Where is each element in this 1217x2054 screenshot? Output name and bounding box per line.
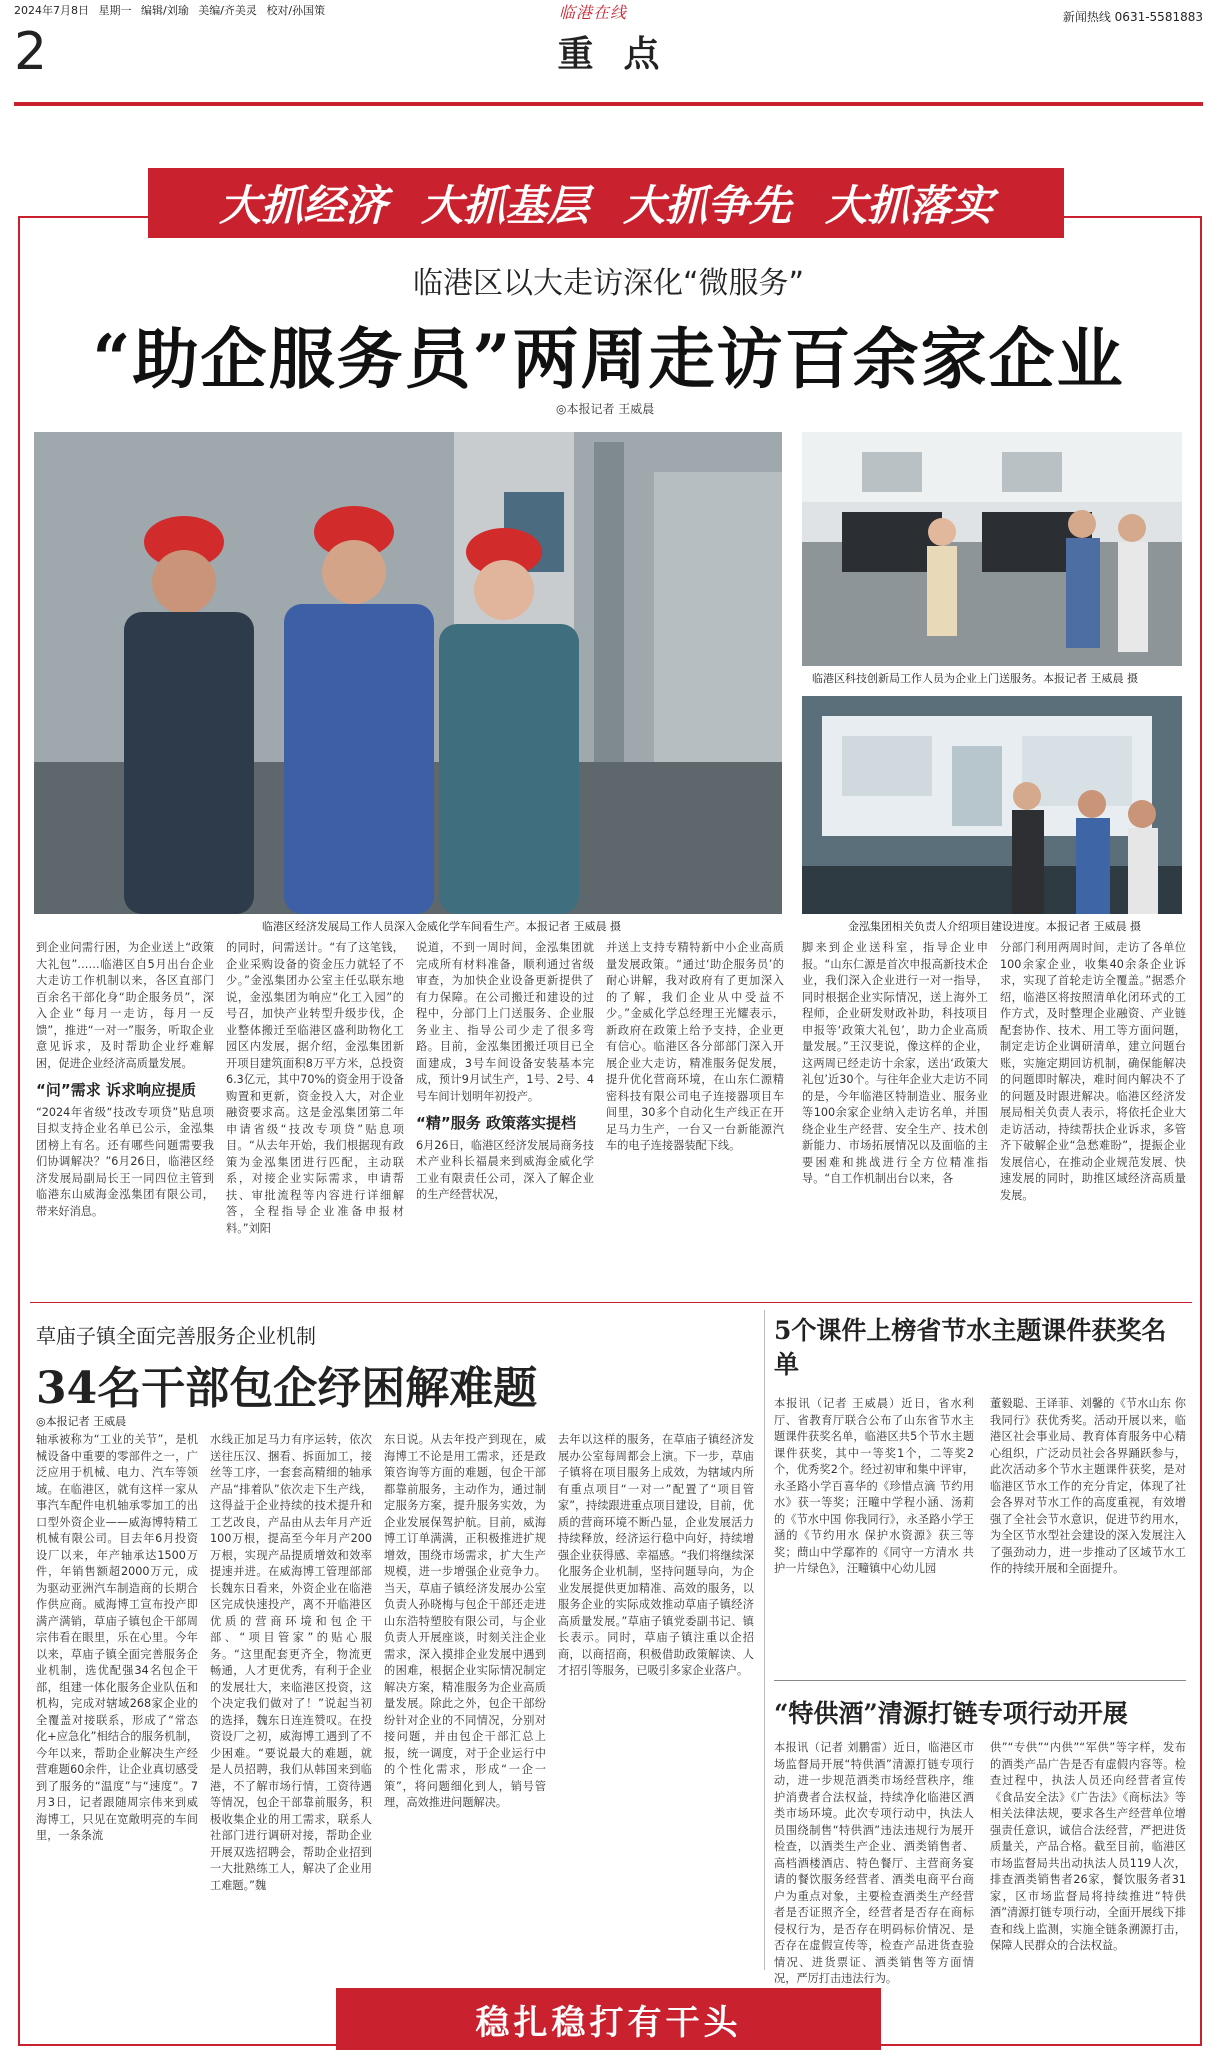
story4-column-1	[774, 1740, 974, 1985]
story2-col4-text: 去年以这样的服务，在草庙子镇经济发展办公室每周都会上演。下一步，草庙子镇将在项目服务上成效，为辖域内所有重点项目“一对一”配置了“项目管家”，持续跟进重点项目建设，目前，优质的营商环境不断凸显，企业发展活力持续释放，经济运行稳中向好，持续增强企业获得感、幸福感。“我们将继续深化服务企业机制，坚持问题导向，为企业发展提供更加精准、高效的服务，以服务企业的实际成效推动草庙子镇经济高质量发展。”草庙子镇党委副书记、镇长表示。同时，草庙子镇注重以企招商，以商招商，积极借助政策解读、人才招引等服务，已吸引多家企业落户。	[558, 1433, 754, 1677]
story3-headline: 5个课件上榜省节水主题课件获奖名单	[774, 1316, 1167, 1379]
lead-col6-body: 分部门利用两周时间，走访了各单位100余家企业，收集40余条企业诉求，实现了首轮走访全覆盖。”据悉介绍，临港区将按照清单化闭环式的工作方式，及时整理企业融资、产业链配套协作、技术、用工等方面问题，制定走访企业调研清单，建立问题台账，实施定期回访机制，确保能解决的问题即时解决，难时间内解决不了的问题及时跟进解决。临港区经济发展局相关负责人表示，将依托企业大走访活动，持续帮扶企业诉求，多管齐下破解企业“急愁难盼”，提振企业发展信心，在推动企业规范发展、快速发展的同时，助推区域经济高质量发展。	[1000, 941, 1186, 1202]
story2-column-2	[210, 1432, 372, 1972]
lead-intro: 到企业问需行困，为企业送上“政策大礼包”……临港区自5月出台企业大走访工作机制以来，各区直部门百余名干部化身“助企服务员”，深入企业“每月一走访，每月一反馈”，推进“一对一”服务，听取企业意见诉求，及时帮助企业纾难解困，促进企业经济高质量发展。	[36, 941, 214, 1070]
story3-col1-text: 本报讯（记者 王威晨）近日，省水利厅、省教育厅联合公布了山东省节水主题课件获奖名单，临港区共5个节水主题课件获奖，其中一等奖1个，二等奖2个，优秀奖2个。经过初审和集中评审，永圣路小学百喜华的《珍惜点滴 节约用水》获一等奖；汪疃中学程小涵、汤莉的《节水中国 你我同行》，永圣路小学王涵的《节约用水 保护水资源》获三等奖；蔄山中学鄢祚的《同守一方清水 共护一片绿色》，汪疃镇中心幼儿园	[774, 1397, 974, 1575]
story2-col2-text: 水线正加足马力有序运转，依次送往压汉、捆看、拆面加工，接丝等工序，一套套高精细的轴承产品“排着队”依次走下生产线，这得益于企业持续的技术提升和工艺改良，产品由从去年月产近100万根，提高至今年月产200万根，实现产品提质增效和效率提速并进。在威海博工管理部部长魏东日看来，外资企业在临港区完成快速投产，离不开临港区优质的营商环境和包企干部、“项目管家”的贴心服务。“这里配套更齐全，物流更畅通，人才更优秀，有利于企业的发展壮大，来临港区投资，这个决定我们做对了！”说起当初的选择，魏东日连连赞叹。在投资设厂之初，威海博工遇到了不少困难。“要说最大的难题，就是人员招聘，我们从韩国来到临港，不了解市场行情，工资待遇等情况，包企干部靠前服务，积极收集企业的用工需求，联系人社部门进行调研对接，帮助企业开展双选招聘会，帮助企业招到一大批熟练工人，解决了企业用工难题。”魏	[210, 1433, 372, 1892]
slogan-banner	[148, 168, 1064, 238]
story3-column-2	[990, 1396, 1186, 1672]
lead-col1-body: “2024年省级“技改专项贷”贴息项目拟支持企业名单已公示，金泓集团榜上有名。还有哪些问题需要我们协调解决？”6月26日，临港区经济发展局副局长王一同四位主管到临港东山威海金泓集团有限公司，带来好消息。	[36, 1105, 214, 1218]
lead-column-2	[226, 940, 404, 1292]
photo-caption: 临港区科技创新局工作人员为企业上门送服务。本报记者 王威晨 摄	[812, 672, 1138, 685]
story4-column-2	[990, 1740, 1186, 1976]
proofreader-credit: 校对/孙国策	[266, 4, 326, 17]
story3-column-1	[774, 1396, 974, 1672]
lead-col2-body: 的同时，问需送计。“有了这笔钱，企业采购设备的资金压力就轻了不少。”金泓集团办公室主任弘联东地说，金泓集团为响应“化工入园”的号召，加快产业转型升级步伐，企业整体搬迁至临港区盛利助物化工园区内发展，据介绍，金泓集团新开项目建筑面积8万平方米，总投资6.3亿元，其中70%的资金用于设备购置和更新，资金投入大，对企业融资要求高。这是金泓集团第二年申请省级“技改专项贷”贴息项目。“从去年开始，我们根据现有政策为金泓集团进行匹配，主动联系，对接企业实际需求，申请帮扶、审批流程等内容进行详细解答，全程指导企业准备申报材料。”刘阳	[226, 941, 404, 1235]
photo-factory-visit-illustration	[34, 432, 782, 914]
lead-col5-body: 脚来到企业送科室，指导企业申报。“山东仁源是首次申报高新技术企业，我们深入企业进行一对一指导，同时根据企业实际情况，送上海外工程师，企业研发财政补助，科技项目申报等‘政策大礼包’，助力企业高质量发展。”王汉斐说，像这样的企业，这两周已经走访十余家，送出‘政策大礼包’近30个。与往年企业大走访不同的是，今年临港区特制造业、服务业等100余家企业纳入走访名单，并围绕企业生产经营、安全生产、技术创新能力、市场拓展情况以及面临的主要困难和挑战进行全方位精准指导。“自工作机制出台以来，各	[802, 941, 988, 1185]
banner-item: 大抓经济	[218, 181, 387, 230]
lead-column-5	[802, 940, 988, 1292]
banner-item: 大抓基层	[420, 181, 589, 230]
issue-date: 2024年7月8日	[14, 4, 89, 17]
lead-column-6	[1000, 940, 1186, 1292]
story4-headline: “特供酒”清源打链专项行动开展	[774, 1699, 1128, 1728]
story2-column-1	[36, 1432, 198, 1972]
subhead-service: “精”服务 政策落实提档	[416, 1114, 576, 1132]
story3-col2-text: 董毅聪、王译菲、刘馨的《节水山东 你我同行》获优秀奖。活动开展以来，临港区社会事业局、教育体育服务中心精心组织，广泛动员社会各界踊跃参与，此次活动多个节水主题课件获奖，是对临港区节水工作的充分肯定，体现了社会各界对节水工作的高度重视，有效增强了全社会节水意识，促进节约用水，为全区节水型社会建设的深入发展注入了强劲动力，进一步推动了区域节水工作的持续开展和全面提升。	[990, 1397, 1186, 1575]
story-divider	[774, 1680, 1186, 1681]
banner-item: 大抓争先	[623, 181, 792, 230]
column-divider	[764, 1310, 765, 1970]
photo-factory-visit	[34, 432, 782, 914]
masthead-meta	[14, 2, 331, 18]
story4-col1-text: 本报讯（记者 刘鹏雷）近日，临港区市场监督局开展“特供酒”清源打链专项行动，进一步规范酒类市场经营秩序，维护消费者合法权益，持续净化临港区酒类市场环境。此次专项行动中，执法人员围绕制售“特供酒”违法违规行为展开检查，以酒类生产企业、酒类销售者、高档酒楼酒店、特色餐厅、主营商务宴请的餐饮服务经营者、酒类电商平台商户为重点对象，主要检查酒类生产经营者是否证照齐全，经营者是否存在商标侵权行为，是否存在明码标价情况、是否存在虚假宣传等，检查产品进货查验情况、进货票证、酒类销售等方面情况，严厉打击违法行为。	[774, 1741, 974, 1985]
banner-item: 大抓落实	[825, 181, 994, 230]
lead-column-1	[36, 940, 214, 1292]
newspaper-logo: 临港在线	[559, 3, 628, 22]
story2-column-4	[558, 1432, 754, 1972]
story2-col1-text: 轴承被称为“工业的关节”，是机械设备中重要的零部件之一，广泛应用于机械、电力、汽车等领域。在临港区，就有这样一家从事汽车配件电机轴承零加工的出口型外资企业——威海博特精工机械有限公司。目去年6月投资设厂以来，年产轴承达1500万件，年销售额超2000万元，成为驱动亚洲汽车制造商的长期合作供应商。威海博工宣布投产即满产满销，草庙子镇包企干部周宗伟看在眼里，乐在心里。今年以来，草庙子镇全面完善服务企业机制，选优配强34名包企干部，组建一体化服务企业队伍和机构，完成对辖域268家企业的全覆盖对接联系，形成了“常态化+应急化”相结合的服务机制，今年以来，帮助企业解决生产经营难题60余件，让企业真切感受到了服务的“温度”与“速度”。7月3日，记者跟随周宗伟来到威海博工，只见在宽敞明亮的车间里，一条条流	[36, 1433, 198, 1842]
lead-col4-body: 并送上支持专精特新中小企业高质量发展政策。“通过‘助企服务员’的耐心讲解，我对政府有了更加深入的了解，我们企业从中受益不少。”金威化学总经理王光耀表示，新政府在政策上给予支持，企业更有信心。临港区各分部部门深入开展企业大走访，精准服务促发展，提升优化营商环境，在山东仁源精密科技有限公司电子连接器项目车间里，30多个自动化生产线正在开足马力生产，一台又一台新能源汽车的电子连接器装配下线。	[606, 941, 784, 1152]
lead-col3-body: 说道，不到一周时间，金泓集团就完成所有材料准备，顺利通过省级审查，为加快企业设备更新提供了有力保障。在公司搬迁和建设的过程中，分部门上门送服务、企业服务业主、指导公司少走了很多弯路。目前，金泓集团搬迁项目已全面建成，3号车间设备安装基本完成，预计9月试生产，1号、2号、4号车间计划明年初投产。	[416, 941, 594, 1103]
lead-column-3	[416, 940, 594, 1292]
story2-byline: ◎本报记者 王威晨	[36, 1415, 127, 1428]
photo-project-progress	[802, 696, 1182, 914]
photo-project-progress-illustration	[802, 696, 1182, 914]
masthead	[14, 0, 1203, 110]
story2-kicker: 草庙子镇全面完善服务企业机制	[36, 1324, 316, 1348]
lead-headline: “助企服务员”两周走访百余家企业	[92, 320, 1125, 398]
photo-tech-service-illustration	[802, 432, 1182, 666]
editor-credit: 编辑/刘瑜	[141, 4, 189, 17]
lead-col3-body-b: 6月26日，临港区经济发展局商务技术产业科长福晨来到威海金威化学工业有限责任公司，深入了解企业的生产经营状况，	[416, 1138, 594, 1201]
story2-column-3	[384, 1432, 546, 1972]
issue-weekday: 星期一	[98, 4, 132, 17]
story2-headline: 34名干部包企纾困解难题	[36, 1363, 538, 1414]
lead-kicker: 临港区以大走访深化“微服务”	[412, 266, 805, 301]
photo-tech-service	[802, 432, 1182, 666]
lead-column-4	[606, 940, 784, 1292]
footer-slogan-banner: 稳扎稳打有干头	[336, 1988, 881, 2050]
page-number: 2	[14, 22, 48, 82]
subhead-needs: “问”需求 诉求响应提质	[36, 1081, 196, 1099]
designer-credit: 美编/齐美灵	[198, 4, 257, 17]
story2-col3-text: 东日说。从去年投产到现在，威海博工不论是用工需求，还是政策咨询等方面的难题，包企干部都靠前服务，主动作为，通过制定服务方案，提升服务实效，为企业发展保驾护航。目前，威海博工订单满满，正积极推进扩规增效，围绕市场需求，扩大生产规模，进一步增强企业竞争力。当天，草庙子镇经济发展办公室负责人孙晓梅与包企干部还走进山东浩特塑胶有限公司，与企业负责人开展座谈，时刻关注企业需求，深入摸排企业发展中遇到的困难，根据企业实际情况制定解决方案，精准服务为企业高质量发展。除此之外，包企干部纷纷针对企业的不同情况，分别对接问题，并由包企干部汇总上报，统一调度，对于企业运行中的个性化需求，形成“一企一策”，将问题细化到人，销号管理，高效推进问题解决。	[384, 1433, 546, 1809]
section-title: 重点	[557, 34, 690, 75]
news-hotline: 新闻热线 0631-5581883	[1062, 10, 1203, 24]
story4-col2-text: 供”“专供”“内供”“军供”等字样，发布的酒类产品广告是否有虚假内容等。检查过程中，执法人员还向经营者宣传《食品安全法》《广告法》《商标法》等相关法律法规，要求各生产经营单位增强责任意识，诚信合法经营，严把进货质量关，产品合格。截至目前，临港区市场监督局共出动执法人员119人次，排查酒类销售者26家，餐饮服务者31家，区市场监督局将持续推进“特供酒”清源打链专项行动，全面开展线下排查和线上监测，实施全链条溯源打击，保障人民群众的合法权益。	[990, 1741, 1186, 1952]
section-divider	[30, 1302, 1192, 1303]
masthead-divider	[14, 102, 1203, 106]
photo-caption: 金泓集团相关负责人介绍项目建设进度。本报记者 王威晨 摄	[848, 920, 1141, 933]
photo-caption: 临港区经济发展局工作人员深入金威化学车间看生产。本报记者 王威晨 摄	[262, 920, 621, 933]
lead-byline: ◎本报记者 王威晨	[556, 402, 655, 416]
